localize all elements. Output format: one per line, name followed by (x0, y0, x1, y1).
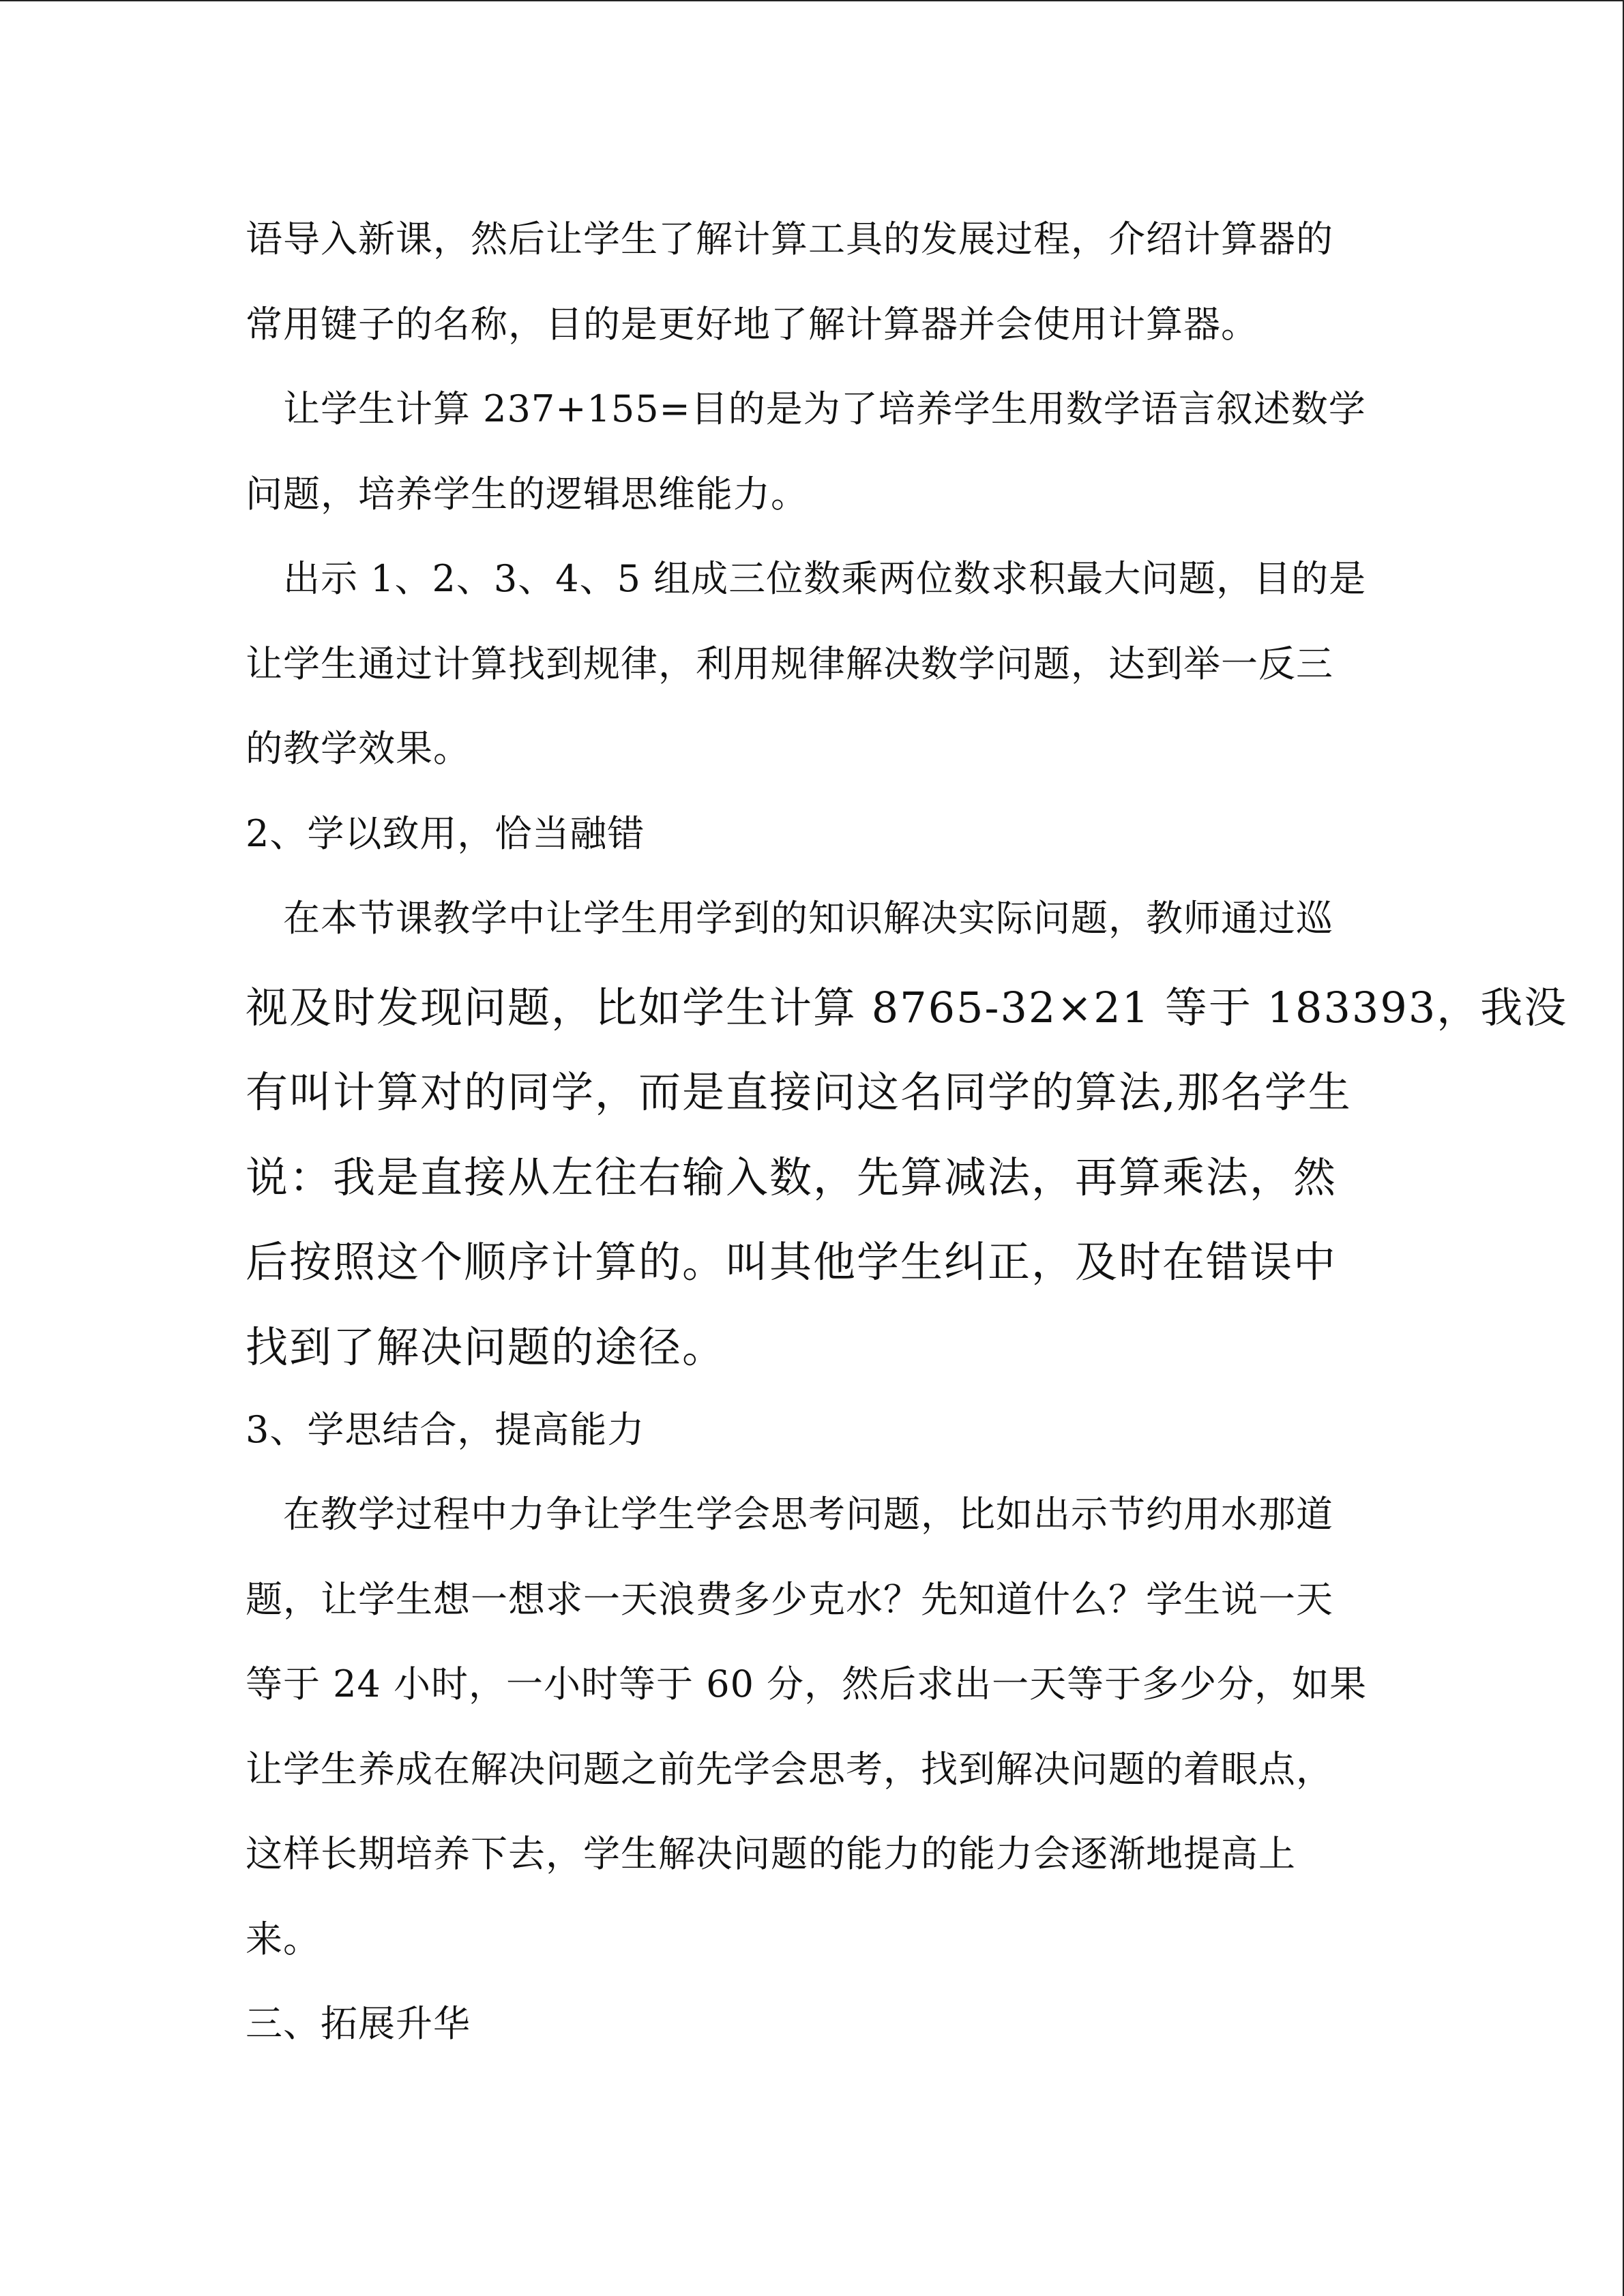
text-line: 出示 1、2、3、4、5 组成三位数乘两位数求积最大问题，目的是 (246, 557, 1367, 600)
text-line: 等于 24 小时，一小时等于 60 分，然后求出一天等于多少分，如果 (246, 1663, 1368, 1705)
section-heading: 三、拓展升华 (246, 2002, 471, 2045)
section-heading: 3、学思结合，提高能力 (246, 1408, 645, 1451)
text-line: 语导入新课，然后让学生了解计算工具的发展过程，介绍计算器的 (246, 218, 1333, 260)
text-line: 题，让学生想一想求一天浪费多少克水？先知道什么？学生说一天 (246, 1578, 1333, 1621)
text-line: 让学生通过计算找到规律，利用规律解决数学问题，达到举一反三 (246, 642, 1333, 685)
text-line: 有叫计算对的同学，而是直接问这名同学的算法,那名学生 (246, 1067, 1352, 1117)
text-line: 来。 (246, 1918, 321, 1960)
text-line: 问题，培养学生的逻辑思维能力。 (246, 473, 808, 516)
text-line: 让学生计算 237+155=目的是为了培养学生用数学语言叙述数学 (246, 387, 1366, 430)
text-line: 找到了解决问题的途径。 (246, 1322, 726, 1372)
text-line: 的教学效果。 (246, 727, 471, 770)
text-line: 后按照这个顺序计算的。叫其他学生纠正，及时在错误中 (246, 1237, 1338, 1287)
text-line: 说：我是直接从左往右输入数，先算减法，再算乘法，然 (246, 1152, 1338, 1202)
text-line: 让学生养成在解决问题之前先学会思考，找到解决问题的着眼点， (246, 1748, 1333, 1791)
text-line: 在本节课教学中让学生用学到的知识解决实际问题，教师通过巡 (246, 897, 1333, 940)
text-line: 视及时发现问题，比如学生计算 8765-32×21 等于 183393，我没 (246, 983, 1568, 1032)
section-heading: 2、学以致用，恰当融错 (246, 812, 645, 855)
text-line: 常用键子的名称，目的是更好地了解计算器并会使用计算器。 (246, 303, 1258, 346)
text-line: 这样长期培养下去，学生解决问题的能力的能力会逐渐地提高上 (246, 1832, 1296, 1875)
text-line: 在教学过程中力争让学生学会思考问题，比如出示节约用水那道 (246, 1493, 1333, 1536)
